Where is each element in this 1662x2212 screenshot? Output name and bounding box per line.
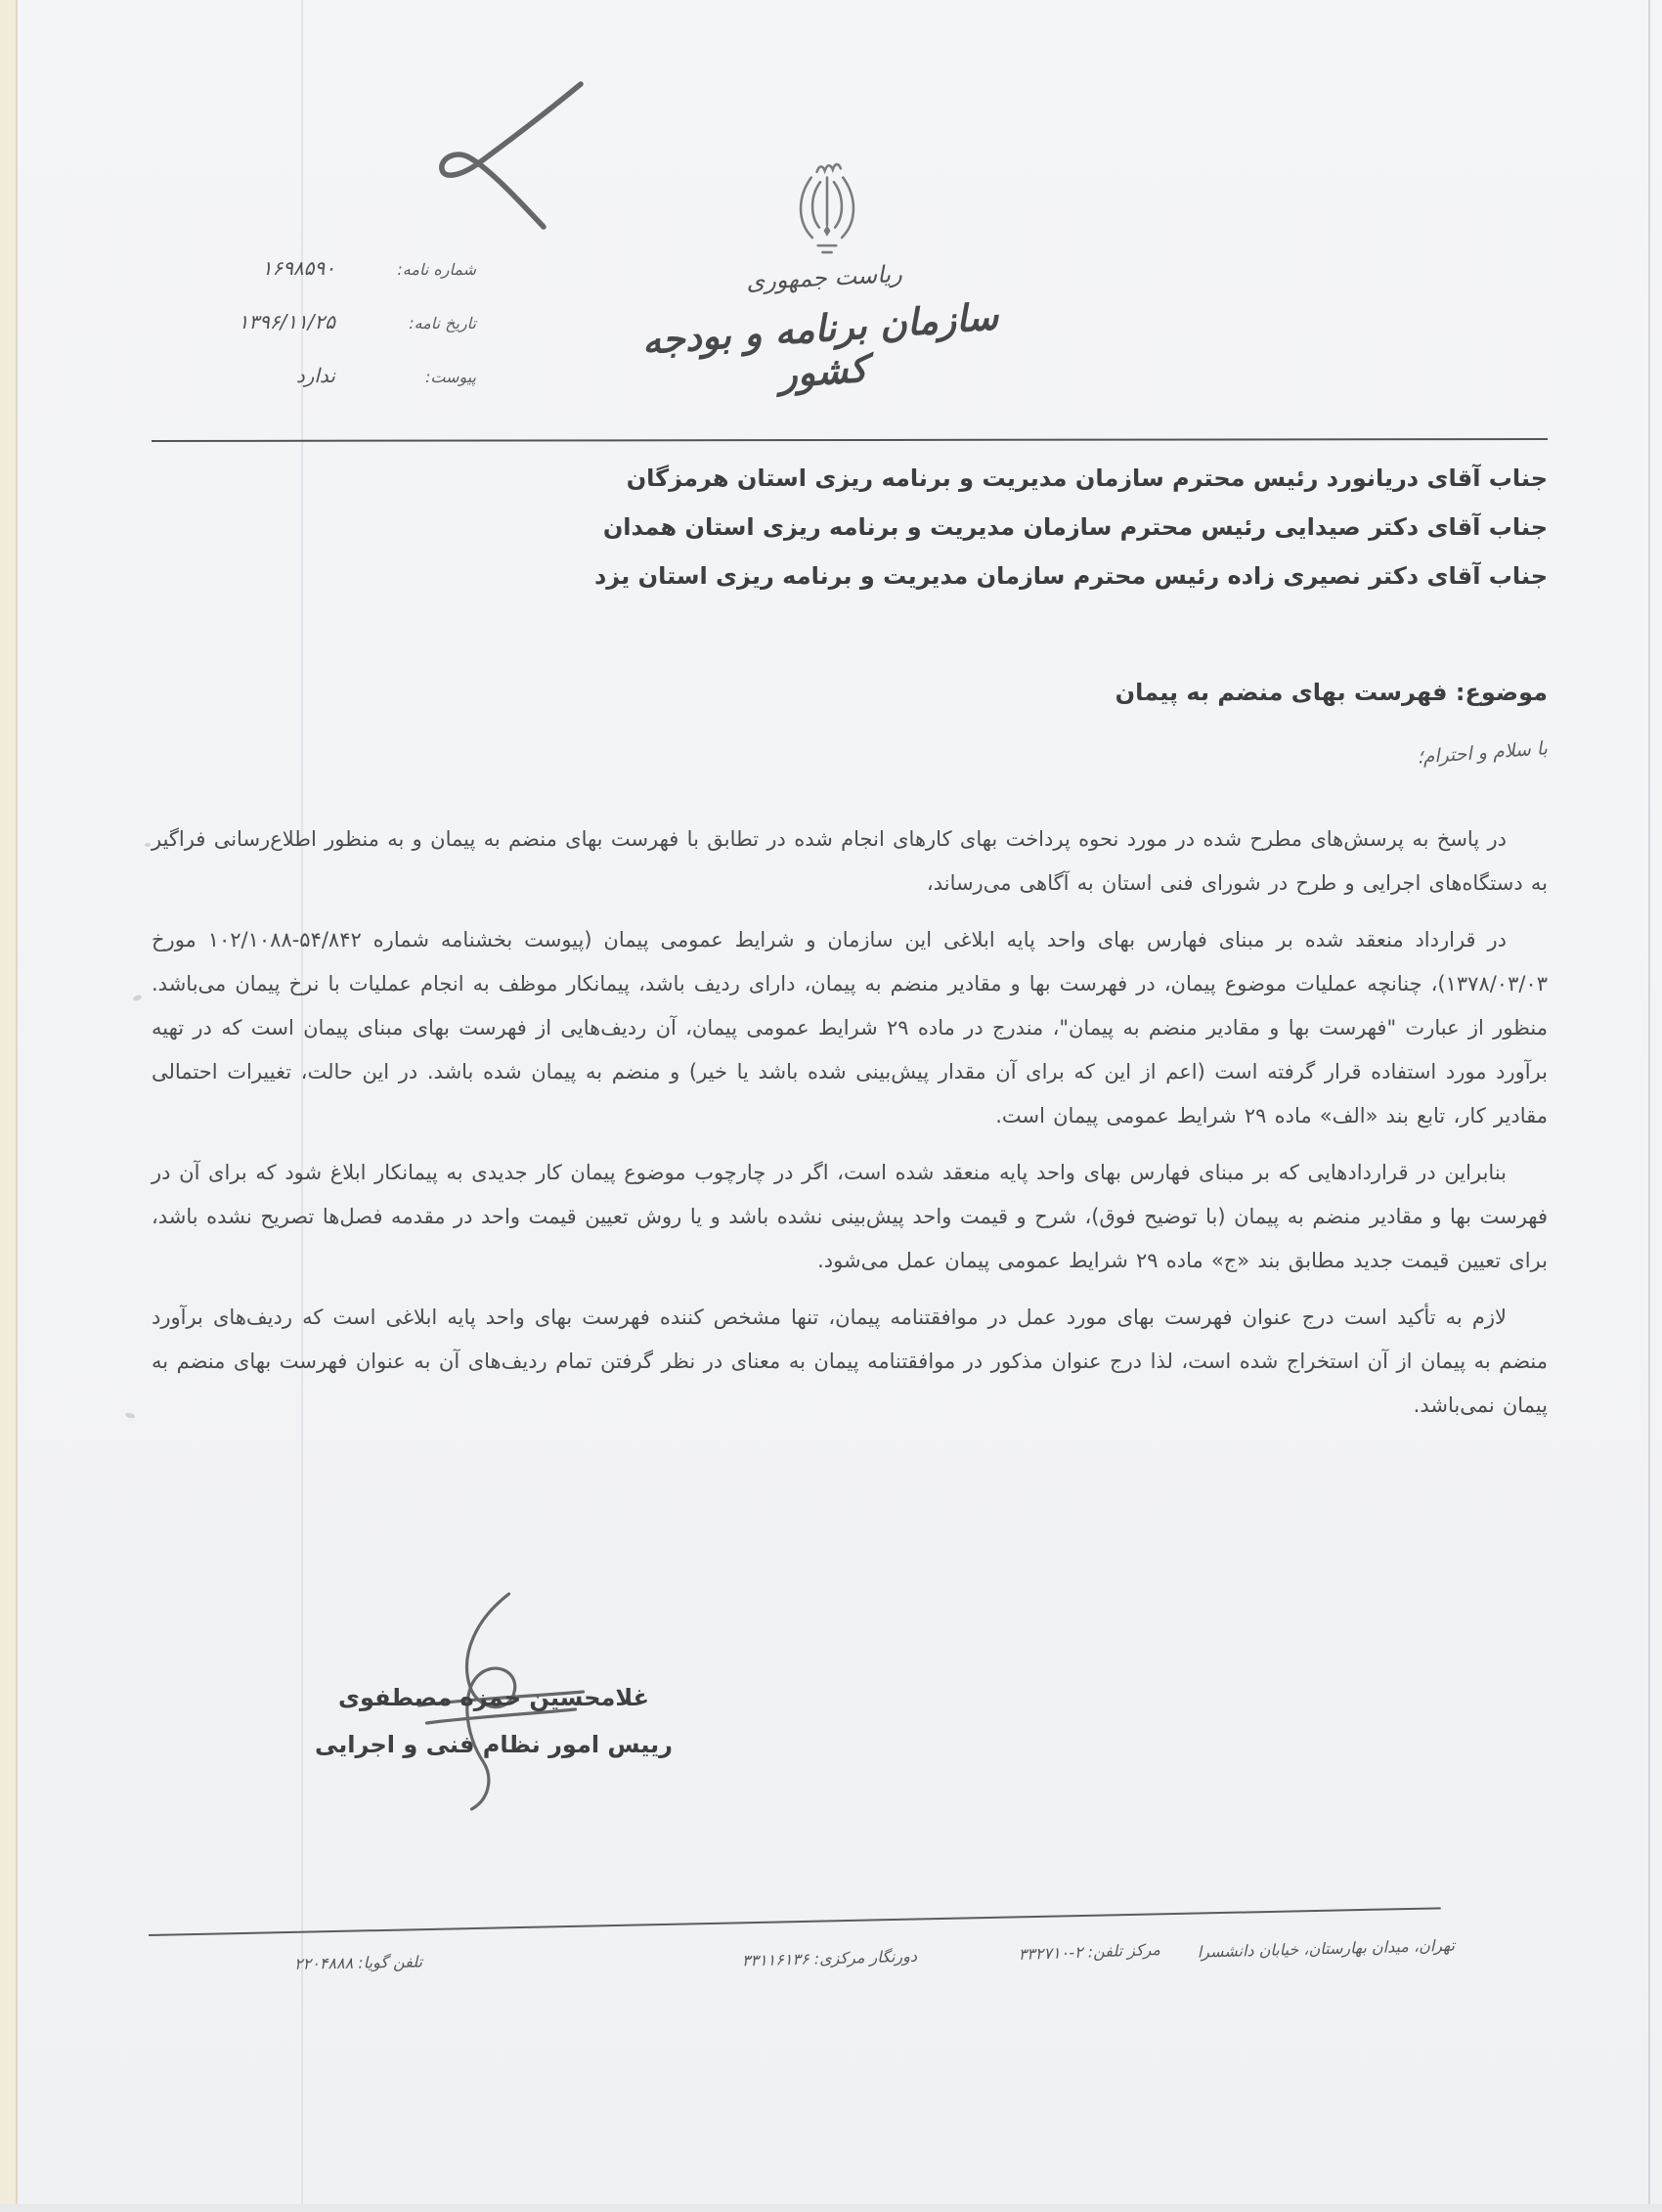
footer-voice: تلفن گویا: ۲۲۰۴۸۸۸ [293, 1952, 423, 1973]
letter-number-label: شماره نامه: [397, 260, 476, 279]
footer-divider [149, 1907, 1441, 1936]
scan-smudge [125, 1412, 136, 1419]
body-paragraph: در پاسخ به پرسش‌های مطرح شده در مورد نحوه پرداخت بهای کارهای انجام شده در تطابق با فهرست بهای منضم به پیمان و به منظور اطلاع‌رسانی فراگیر به دستگاه‌های اجرایی و طرح در شورای فنی استان به آگاهی می‌رساند، [152, 827, 1548, 895]
scan-left-edge [0, 0, 16, 2212]
recipient-line: جناب آقای دکتر صیدایی رئیس محترم سازمان مدیریت و برنامه ریزی استان همدان [602, 513, 1548, 541]
subject-line: موضوع: فهرست بهای منضم به پیمان [1115, 679, 1548, 706]
attachment-label: پیوست: [424, 368, 476, 386]
recipient-line: جناب آقای دکتر نصیری زاده رئیس محترم سازمان مدیریت و برنامه ریزی استان یزد [593, 562, 1548, 590]
attachment-value: ندارد [295, 364, 335, 387]
salutation: با سلام و احترام؛ [1416, 737, 1549, 769]
signer-title: رییس امور نظام فنی و اجرایی [315, 1731, 673, 1758]
scan-right-edge-line [1648, 0, 1650, 2212]
footer-phone: مرکز تلفن: ‭۳۳۲۷۱۰-۲‬ [1018, 1939, 1161, 1964]
letter-number-row [103, 256, 484, 280]
recipient-line: جناب آقای دریانورد رئیس محترم سازمان مدیریت و برنامه ریزی استان هرمزگان [626, 465, 1548, 492]
footer-address: تهران، میدان بهارستان، خیابان دانشسرا [1197, 1935, 1456, 1962]
letter-body [152, 818, 1548, 1440]
scan-left-edge-line [16, 0, 18, 2212]
signature-block [249, 1674, 738, 1768]
signer-name: غلامحسین حمزه مصطفوی [338, 1684, 649, 1711]
letter-date-label: تاریخ نامه: [409, 314, 476, 332]
body-paragraph: بنابراین در قراردادهایی که بر مبنای فهارس بهای واحد پایه منعقد شده است، اگر در چارچوب موضوع پیمان کار جدیدی به پیمانکار ابلاغ شود که برای آن در فهرست بها و مقادیر منضم به پیمان (با توضیح فوق)، شرح و قیمت واحد پیش‌بینی نشده باشد و یا روش تعیین قیمت واحد در مقدمه فصل‌ها تصریح نشده باشد، برای تعیین قیمت جدید مطابق بند «ج» ماده ۲۹ شرایط عمومی پیمان عمل می‌شود. [152, 1161, 1548, 1272]
letter-meta-block [103, 256, 484, 418]
scan-smudge [132, 995, 142, 1002]
letter-date-row [103, 310, 484, 333]
letterhead-presidency: ریاست جمهوری [745, 259, 903, 296]
paperclip-shadow-icon [422, 78, 589, 244]
scan-smudge [145, 843, 151, 847]
recipient-list [152, 454, 1548, 600]
footer-fax: دورنگار مرکزی: ۳۳۱۱۶۱۳۶ [741, 1946, 918, 1970]
body-paragraph: در قرارداد منعقد شده بر مبنای فهارس بهای واحد پایه ابلاغی این سازمان و شرایط عمومی پیمان (پیوست بخشنامه شماره ‭۱۰۲/۱۰۸۸-۵۴/۸۴۲‬ مورخ ۱۳۷۸/۰۳/۰۳)، چنانچه عملیات موضوع پیمان، در فهرست بها و مقادیر منضم به پیمان، دارای ردیف باشد، پیمانکار موظف به انجام عملیات با نرخ پیمان می‌باشد. منظور از عبارت "فهرست بها و مقادیر منضم به پیمان"، مندرج در ماده ۲۹ شرایط عمومی پیمان، آن ردیف‌هایی از فهرست بهای مبنای پیمان است که در تهیه برآورد مورد استفاده قرار گرفته است (اعم از این که برای آن مقدار پیش‌بینی شده باشد یا خیر) و منضم به پیمان شده باشد. در این حالت، تغییرات احتمالی مقادیر کار، تابع بند «الف» ماده ۲۹ شرایط عمومی پیمان است. [152, 928, 1548, 1128]
body-paragraph: لازم به تأکید است درج عنوان فهرست بهای مورد عمل در موافقتنامه پیمان، تنها مشخص کننده فهرست بهای واحد پایه ابلاغی است که ردیف‌های برآورد منضم به پیمان از آن استخراج شده است، لذا درج عنوان مذکور در موافقتنامه پیمان به معنای در نظر گرفتن تمام ردیف‌های آن به عنوان فهرست بهای منضم به پیمان نمی‌باشد. [152, 1305, 1548, 1417]
attachment-row [103, 364, 484, 387]
state-emblem-icon [782, 159, 872, 259]
letter-number-value: ۱۶۹۸۵۹۰ [261, 256, 335, 280]
letterhead-organization: سازمان برنامه و بودجه کشور [640, 294, 1000, 397]
letter-date-value: ۱۳۹۶/۱۱/۲۵ [238, 310, 335, 333]
scan-bottom-edge [0, 2204, 1662, 2212]
header-divider [152, 438, 1548, 442]
